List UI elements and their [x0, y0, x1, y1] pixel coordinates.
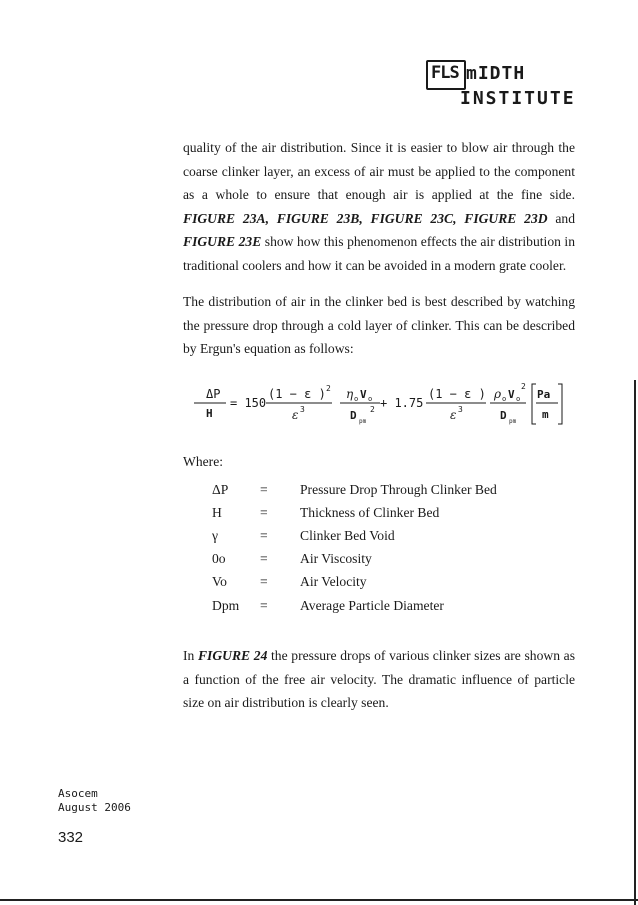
page-bottom-line — [0, 899, 638, 901]
paragraph-text: the pressure drops of various clinker sizes are shown as a function of the free air velocity. The dramatic influence of particle size on air distribution is clearly seen. — [183, 648, 575, 710]
definitions-table — [212, 478, 497, 617]
eq-t4-rho-sub: o — [502, 395, 507, 403]
definition-symbol — [212, 524, 260, 547]
definition-symbol — [212, 478, 260, 501]
definition-equals: = — [260, 574, 268, 590]
definition-equals: = — [260, 504, 268, 520]
paragraph-text: quality of the air distribution. Since it is easier to blow air through the coarse clinker layer, an excess of air must be applied to the component as a whole to ensure that enough air is applied at the fine side. — [183, 140, 575, 202]
eq-lhs-denominator: H — [206, 407, 213, 420]
eq-lhs-numerator: ΔP — [206, 387, 221, 401]
eq-t3-num: (1 − ε ) — [428, 387, 486, 401]
definition-row — [212, 548, 497, 571]
definition-equals: = — [260, 551, 268, 567]
definition-description: Pressure Drop Through Clinker Bed — [300, 481, 497, 497]
eq-t2-eta-sub: o — [354, 395, 359, 403]
symbol-text: H — [212, 504, 222, 520]
definition-description: Average Particle Diameter — [300, 597, 444, 613]
definition-row — [212, 594, 497, 617]
eq-t4-den-sub: pm — [509, 418, 517, 425]
logo-fls-text: FLS — [431, 63, 459, 83]
footer-org: Asocem — [58, 787, 98, 800]
figure-reference: FIGURE 24 — [197, 648, 268, 663]
definition-description: Air Velocity — [300, 574, 367, 590]
symbol-text: Dpm — [212, 597, 240, 613]
eq-t3-den-exp: 3 — [458, 405, 463, 414]
paragraph-figure-24 — [183, 644, 575, 715]
eq-unit-den: m — [542, 408, 549, 421]
definition-description: Clinker Bed Void — [300, 527, 395, 543]
definition-equals: = — [260, 597, 268, 613]
ergun-equation — [180, 376, 580, 436]
definition-symbol — [212, 571, 260, 594]
fls-logo-box — [426, 60, 466, 90]
eq-t2-v: V — [360, 388, 367, 401]
page-number: 332 — [58, 829, 84, 846]
definition-row — [212, 478, 497, 501]
eq-t1-exp: 2 — [326, 384, 331, 393]
symbol-text: 0o — [212, 551, 226, 567]
definition-row — [212, 524, 497, 547]
paragraph-ergun-intro: The distribution of air in the clinker bed is best described by watching the pressure drop through a cold layer of clinker. This can be described by Ergun's equation as follows: — [183, 294, 575, 356]
where-label: Where: — [183, 454, 223, 469]
eq-plus-175: + 1.75 — [380, 396, 424, 410]
definition-description: Air Viscosity — [300, 551, 372, 567]
eq-t4-v-sub: o — [516, 395, 521, 403]
definition-equals: = — [260, 481, 268, 497]
logo-smidth-text: mIDTH — [466, 63, 526, 84]
eq-t2-v-sub: o — [368, 395, 373, 403]
paragraph-text: and — [547, 210, 575, 226]
eq-t1-den: ε — [292, 408, 299, 422]
eq-t2-eta: η — [346, 387, 354, 401]
eq-t1-num: (1 − ε ) — [268, 387, 326, 401]
definition-symbol — [212, 594, 260, 617]
eq-t2-den: D — [350, 409, 357, 422]
definition-equals: = — [260, 527, 268, 543]
paragraph-air-distribution — [183, 136, 575, 277]
symbol-text: Vo — [212, 574, 227, 590]
eq-t2-den-exp: 2 — [370, 405, 375, 414]
eq-unit-num: Pa — [537, 388, 551, 401]
footer-info — [58, 787, 131, 815]
figure-reference: FIGURE 23E — [183, 234, 262, 249]
eq-t4-v: V — [508, 388, 515, 401]
flsmidth-institute-logo — [426, 60, 576, 112]
page-edge-line — [634, 380, 636, 905]
eq-150: = 150 — [230, 396, 267, 410]
eq-t1-den-exp: 3 — [300, 405, 305, 414]
eq-t4-exp: 2 — [521, 382, 526, 391]
eq-t2-den-sub: pm — [359, 418, 367, 425]
definition-symbol — [212, 501, 260, 524]
paragraph-text: In — [183, 648, 198, 663]
figure-reference: FIGURE 23A, FIGURE 23B, FIGURE 23C, FIGURE 23D — [183, 210, 548, 226]
eq-t3-den: ε — [450, 408, 457, 422]
paragraph-text: show how this phenomenon effects the air distribution in traditional coolers and how it can be avoided in a modern grate cooler. — [183, 234, 575, 273]
eq-t4-rho: ρ — [494, 387, 502, 401]
footer-date: August 2006 — [58, 801, 131, 814]
definition-description: Thickness of Clinker Bed — [300, 504, 440, 520]
symbol-text: γ — [212, 527, 219, 543]
definition-symbol — [212, 548, 260, 571]
definition-row — [212, 501, 497, 524]
symbol-text: ΔP — [212, 481, 229, 497]
logo-institute-text: INSTITUTE — [460, 88, 576, 109]
eq-t4-den: D — [500, 409, 507, 422]
definition-row — [212, 571, 497, 594]
